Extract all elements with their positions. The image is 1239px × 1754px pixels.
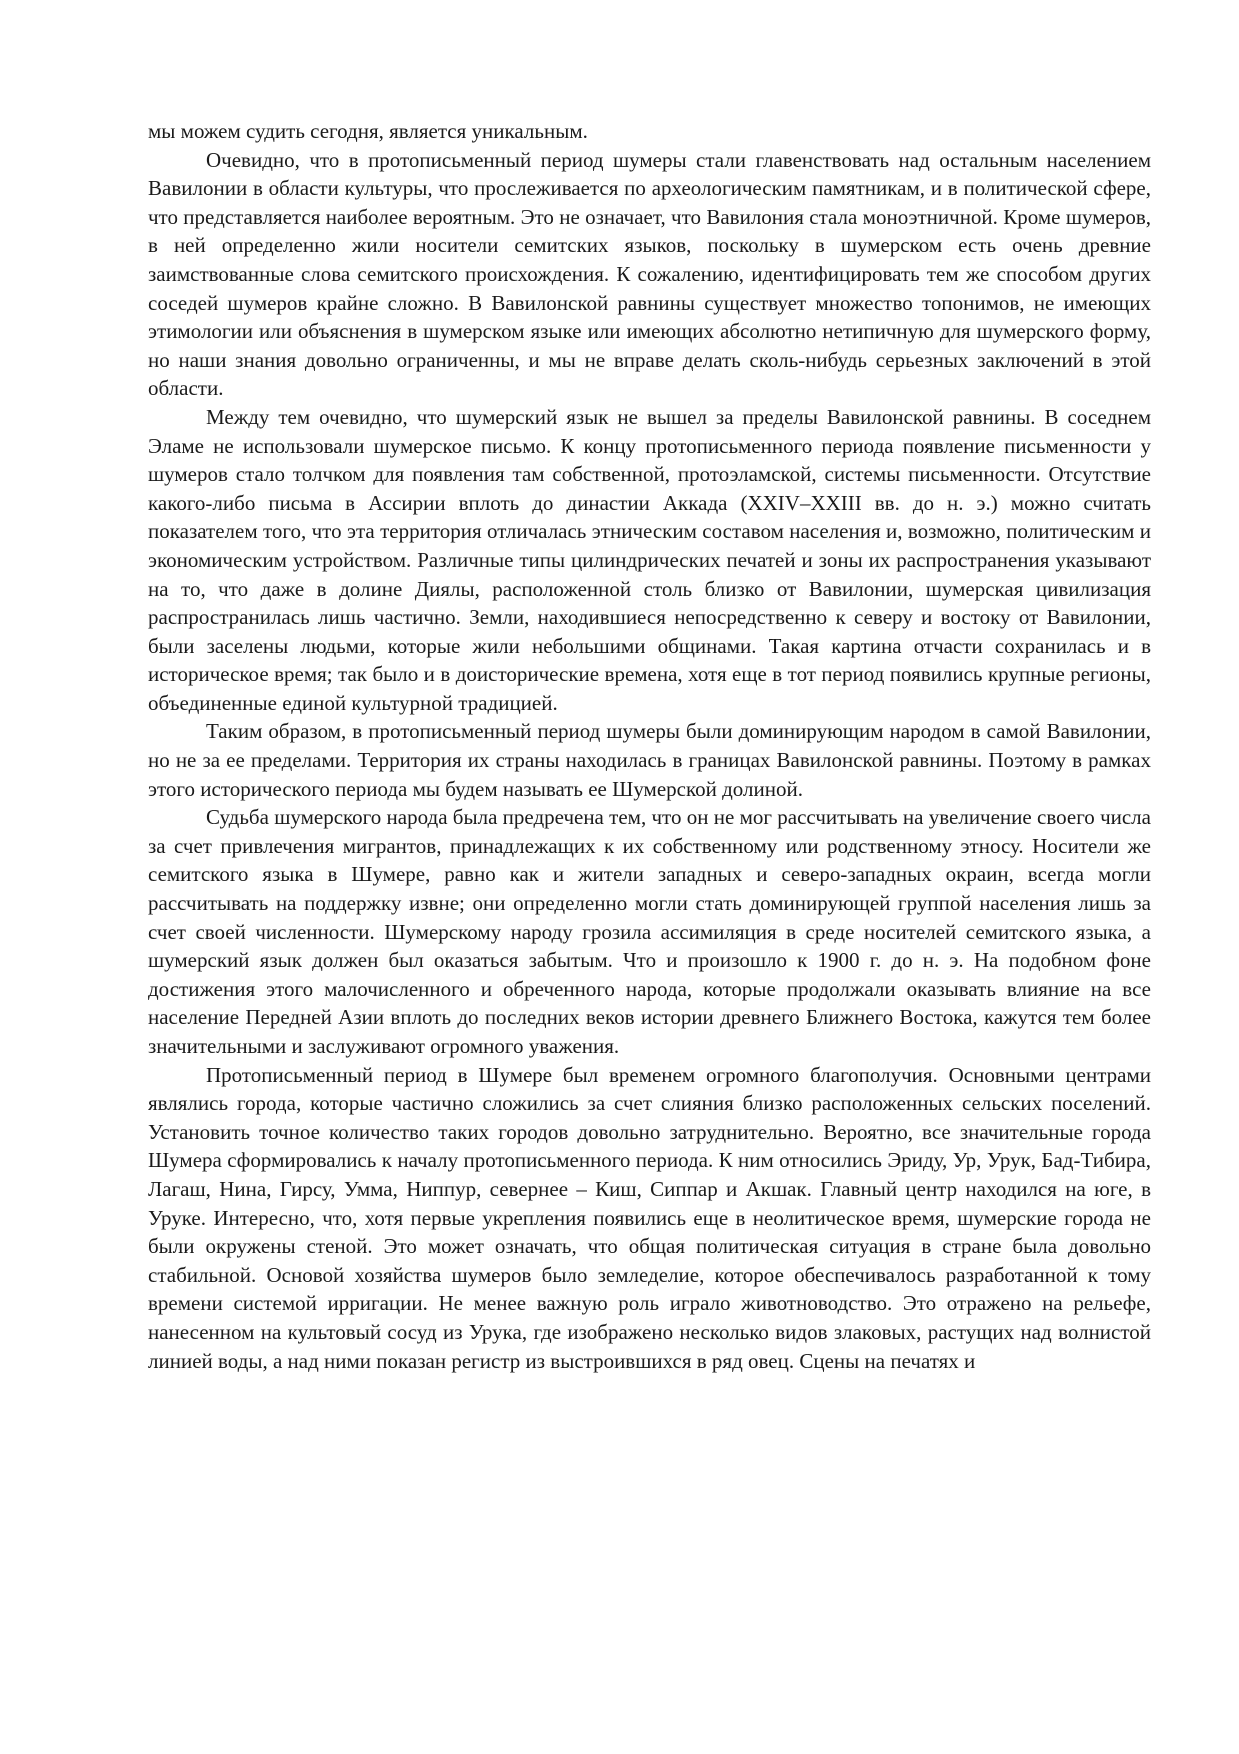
paragraph-protoliterate-prosperity: Протописьменный период в Шумере был временем огромного благополучия. Основными центрами являлись города, которые частично сложились за счет слияния близко расположенных сельских поселений. Установить точное количество таких городов довольно затруднительно. Вероятно, все значительные города Шумера сформировались к началу протописьменного периода. К ним относились Эриду, Ур, Урук, Бад-Тибира, Лагаш, Нина, Гирсу, Умма, Ниппур, севернее – Киш, Сиппар и Акшак. Главный центр находился на юге, в Уруке. Интересно, что, хотя первые укрепления появились еще в неолитическое время, шумерские города не были окружены стеной. Это может означать, что общая политическая ситуация в стране была довольно стабильной. Основой хозяйства шумеров было земледелие, которое обеспечивалось разработанной к тому времени системой ирригации. Не менее важную роль играло животноводство. Это отражено на рельефе, нанесенном на культовый сосуд из Урука, где изображено несколько видов злаковых, растущих над волнистой линией воды, а над ними показан регистр из выстроившихся в ряд овец. Сцены на печатях и — [148, 1062, 1151, 1373]
paragraph-sumerian-dominance: Очевидно, что в протописьменный период шумеры стали главенствовать над остальным населением Вавилонии в области культуры, что прослеживается по археологическим памятникам, и в политической сфере, что представляется наиболее вероятным. Это не означает, что Вавилония стала моноэтничной. Кроме шумеров, в ней определенно жили носители семитских языков, поскольку в шумерском есть очень древние заимствованные слова семитского происхождения. К сожалению, идентифицировать тем же способом других соседей шумеров крайне сложно. В Вавилонской равнины существует множество топонимов, не имеющих этимологии или объяснения в шумерском языке или имеющих абсолютно нетипичную для шумерского форму, но наши знания довольно ограниченны, и мы не вправе делать сколь-нибудь серьезных заключений в этой области. — [148, 147, 1151, 401]
document-page — [148, 117, 1151, 1375]
paragraph-fate-of-sumerians: Судьба шумерского народа была предречена тем, что он не мог рассчитывать на увеличение своего числа за счет привлечения мигрантов, принадлежащих к их собственному или родственному этносу. Носители же семитского языка в Шумере, равно как и жители западных и северо-западных окраин, всегда могли рассчитывать на поддержку извне; они определенно могли стать доминирующей группой населения лишь за счет своей численности. Шумерскому народу грозила ассимиляция в среде носителей семитского языка, а шумерский язык должен был оказаться забытым. Что и произошло к 1900 г. до н. э. На подобном фоне достижения этого малочисленного и обреченного народа, которые продолжали оказывать влияние на все население Передней Азии вплоть до последних веков истории древнего Ближнего Востока, кажутся тем более значительными и заслуживают огромного уважения. — [148, 805, 1151, 1058]
paragraph-sumerian-valley: Таким образом, в протописьменный период шумеры были доминирующим народом в самой Вавилонии, но не за ее пределами. Территория их страны находилась в границах Вавилонской равнины. Поэтому в рамках этого исторического периода мы будем называть ее Шумерской долиной. — [148, 719, 1151, 801]
paragraph-continuation: мы можем судить сегодня, является уникальным. — [148, 119, 588, 143]
paragraph-language-borders: Между тем очевидно, что шумерский язык не вышел за пределы Вавилонской равнины. В соседнем Эламе не использовали шумерское письмо. К концу протописьменного периода появление письменности у шумеров стало толчком для появления там собственной, протоэламской, системы письменности. Отсутствие какого-либо письма в Ассирии вплоть до династии Аккада (XXIV–XXIII вв. до н. э.) можно считать показателем того, что эта территория отличалась этническим составом населения и, возможно, политическим и экономическим устройством. Различные типы цилиндрических печатей и зоны их распространения указывают на то, что даже в долине Диялы, расположенной столь близко от Вавилонии, шумерская цивилизация распространилась лишь частично. Земли, находившиеся непосредственно к северу и востоку от Вавилонии, были заселены людьми, которые жили небольшими общинами. Такая картина отчасти сохранилась и в историческое время; так было и в доисторические времена, хотя еще в тот период появились крупные регионы, объединенные единой культурной традицией. — [148, 404, 1151, 715]
